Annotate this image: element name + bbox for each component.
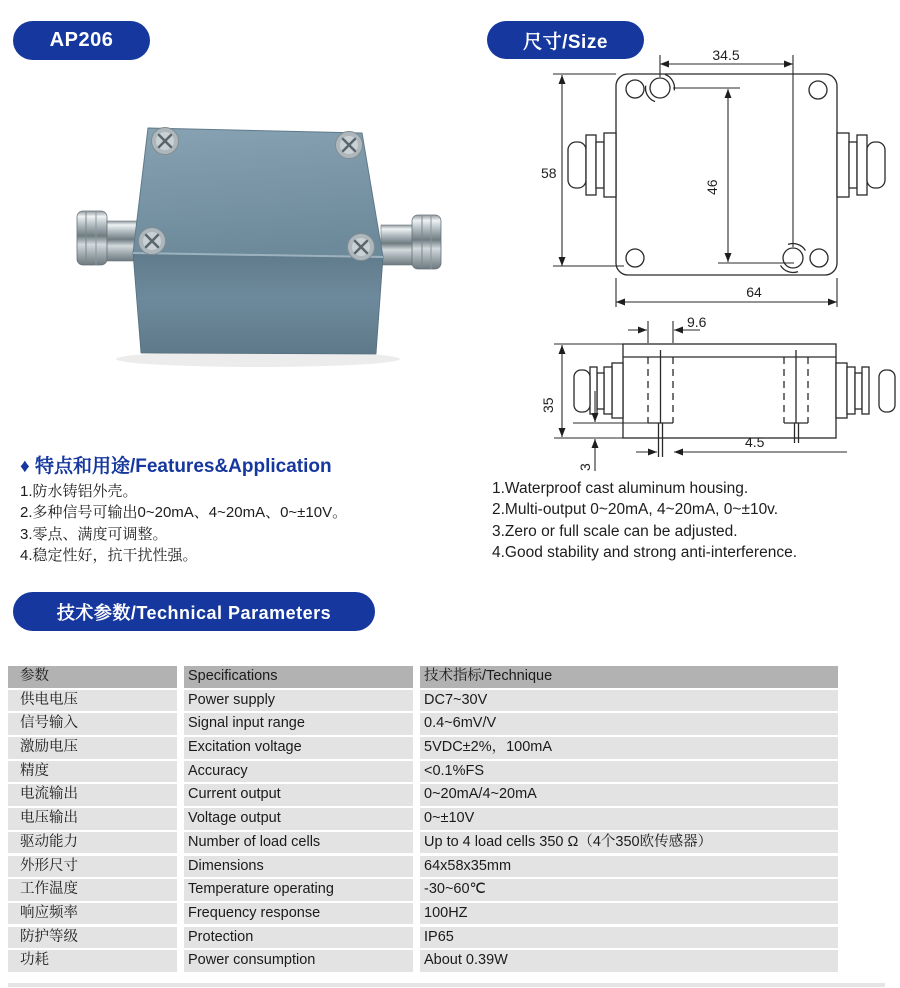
table-cell: 驱动能力 (8, 832, 177, 854)
table-cell: 功耗 (8, 950, 177, 972)
table-cell: Voltage output (184, 808, 413, 830)
table-cell: Frequency response (184, 903, 413, 925)
table-cell: 激励电压 (8, 737, 177, 759)
table-cell: -30~60℃ (420, 879, 838, 901)
feature-item-en: 4.Good stability and strong anti-interference. (492, 543, 798, 561)
dim-label-35: 35 (540, 397, 556, 413)
table-header-spec: Specifications (184, 666, 413, 688)
table-cell: Power supply (184, 690, 413, 712)
dim-label-4-5: 4.5 (745, 434, 765, 450)
table-cell: Temperature operating (184, 879, 413, 901)
product-photo (75, 105, 445, 375)
table-cell: 电流输出 (8, 784, 177, 806)
dim-label-3: 3 (577, 463, 593, 471)
model-badge: AP206 (13, 21, 150, 60)
table-header-technique: 技术指标/Technique (420, 666, 838, 688)
screw-icon (348, 234, 375, 261)
feature-item-cn: 1.防水铸铝外壳。 (20, 483, 138, 500)
table-cell: <0.1%FS (420, 761, 838, 783)
table-cell: 工作温度 (8, 879, 177, 901)
photo-right-gland (381, 215, 441, 269)
side-view (574, 344, 895, 457)
tech-params-badge: 技术参数/Technical Parameters (13, 592, 375, 631)
table-cell: 0~±10V (420, 808, 838, 830)
table-cell: 0~20mA/4~20mA (420, 784, 838, 806)
spec-table (8, 666, 838, 972)
table-cell: 0.4~6mV/V (420, 713, 838, 735)
table-cell: 外形尺寸 (8, 856, 177, 878)
table-cell: 100HZ (420, 903, 838, 925)
table-cell: DC7~30V (420, 690, 838, 712)
table-cell: Power consumption (184, 950, 413, 972)
table-cell: 5VDC±2%，100mA (420, 737, 838, 759)
table-cell: Number of load cells (184, 832, 413, 854)
feature-item-cn: 2.多种信号可输出0~20mA、4~20mA、0~±10V。 (20, 504, 348, 522)
dim-label-34-5: 34.5 (712, 47, 740, 63)
photo-box-front-face (133, 253, 383, 354)
table-cell: 供电电压 (8, 690, 177, 712)
table-cell: Up to 4 load cells 350 Ω（4个350欧传感器） (420, 832, 838, 854)
table-cell: 64x58x35mm (420, 856, 838, 878)
table-cell: Dimensions (184, 856, 413, 878)
table-cell: IP65 (420, 927, 838, 949)
screw-icon (152, 128, 179, 155)
feature-item-en: 1.Waterproof cast aluminum housing. (492, 480, 749, 497)
dim-label-46: 46 (704, 179, 720, 195)
features-list-cn (20, 481, 347, 567)
dim-label-9-6: 9.6 (687, 314, 707, 330)
table-cell: 响应频率 (8, 903, 177, 925)
table-cell: Current output (184, 784, 413, 806)
screw-icon (139, 228, 166, 255)
page-bottom-divider (8, 983, 885, 987)
table-cell: About 0.39W (420, 950, 838, 972)
size-badge: 尺寸/Size (487, 21, 644, 59)
table-header-param: 参数 (8, 666, 177, 688)
dim-label-64: 64 (746, 284, 762, 300)
table-cell: 防护等级 (8, 927, 177, 949)
top-view (568, 69, 885, 276)
feature-item-en: 3.Zero or full scale can be adjusted. (492, 522, 738, 540)
table-cell: Protection (184, 927, 413, 949)
table-cell: 信号输入 (8, 713, 177, 735)
features-title: ♦ 特点和用途/Features&Application (20, 456, 332, 477)
table-cell: Excitation voltage (184, 737, 413, 759)
feature-item-cn: 4.稳定性好，抗干扰性强。 (20, 547, 198, 565)
table-cell: 精度 (8, 761, 177, 783)
features-list-en (492, 478, 797, 563)
table-cell: Accuracy (184, 761, 413, 783)
size-drawing (540, 45, 896, 477)
dim-label-58: 58 (541, 165, 557, 181)
table-cell: Signal input range (184, 713, 413, 735)
table-cell: 电压输出 (8, 808, 177, 830)
feature-item-en: 2.Multi-output 0~20mA, 4~20mA, 0~±10v. (492, 501, 779, 519)
feature-item-cn: 3.零点、满度可调整。 (20, 525, 168, 543)
screw-icon (336, 132, 363, 159)
photo-left-gland (77, 211, 141, 265)
